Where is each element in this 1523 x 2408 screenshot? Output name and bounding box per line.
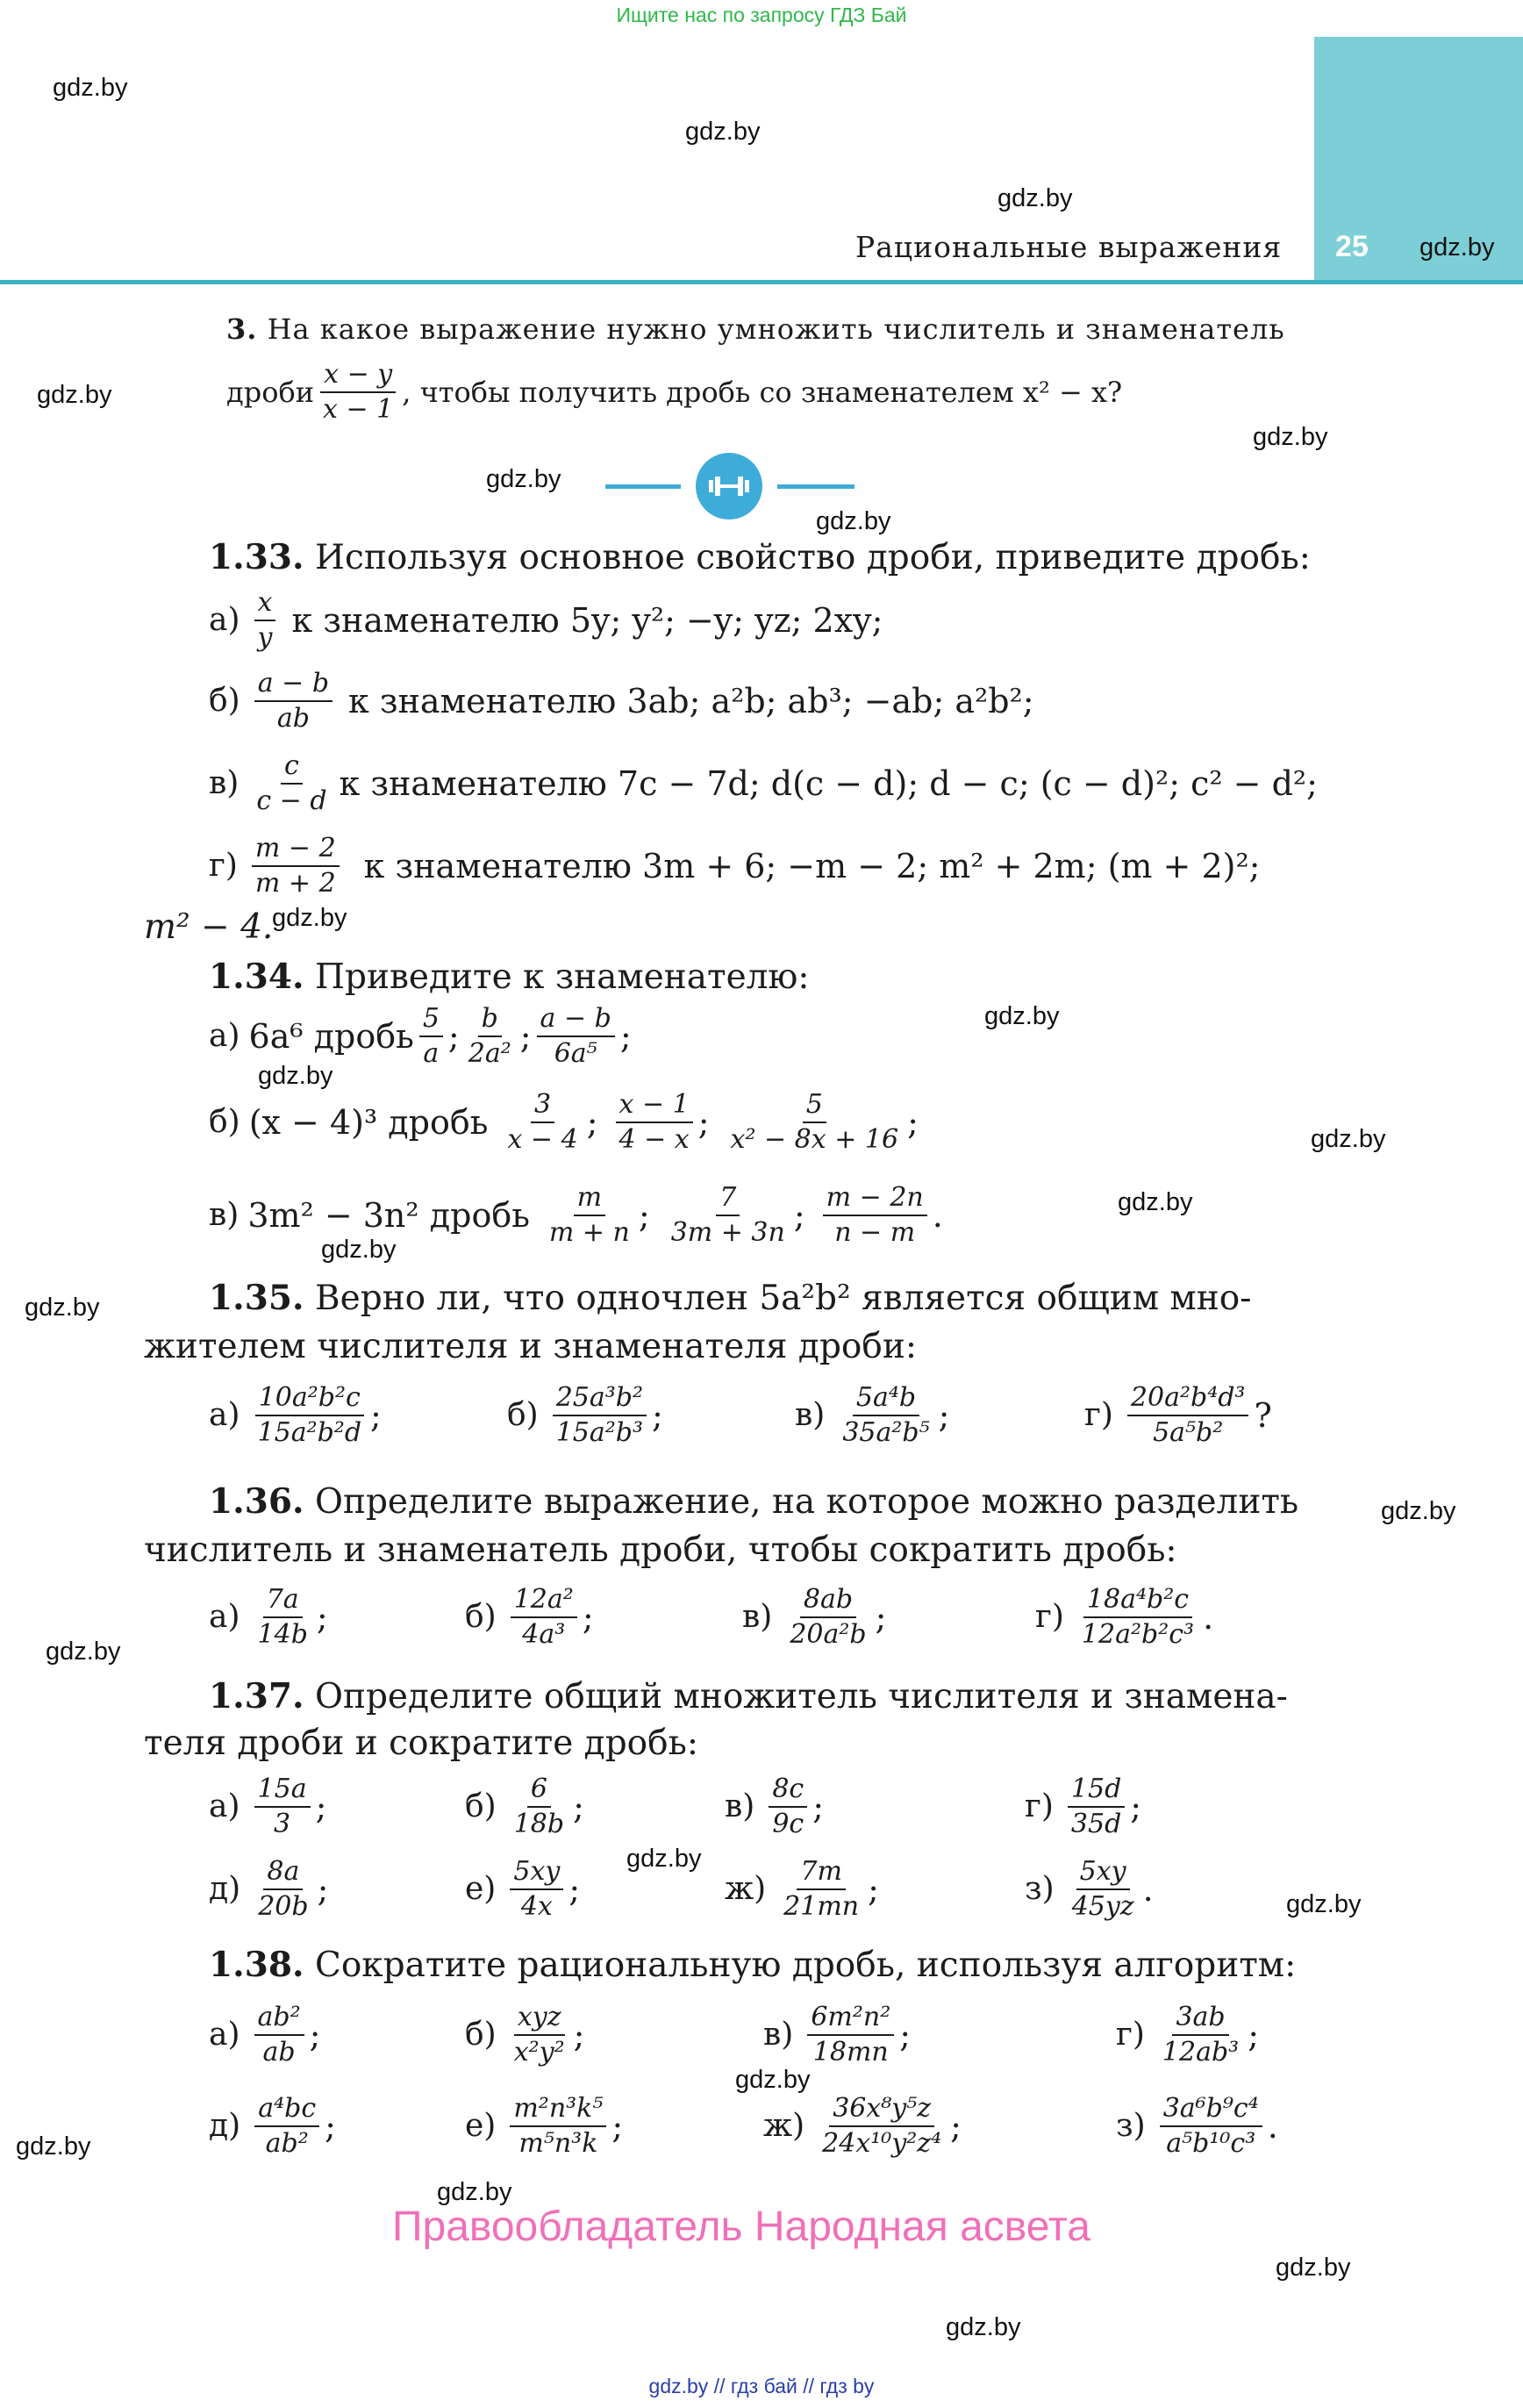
exercise-text: Верно ли, что одночлен 5a²b² является общим мно- xyxy=(314,1279,1252,1318)
exercise-1-33-title xyxy=(209,537,1311,577)
fraction xyxy=(780,1857,862,1921)
item-end: . xyxy=(1142,1869,1154,1909)
fraction xyxy=(254,1774,311,1838)
item-label: б) xyxy=(507,1397,539,1434)
exercise-1-38-f xyxy=(465,2094,623,2158)
exercise-text: Определите выражение, на которое можно разделить xyxy=(314,1482,1299,1522)
frac-den: 18mn xyxy=(812,2036,889,2068)
fraction xyxy=(511,1774,568,1838)
frac-num: a − b xyxy=(537,1004,615,1037)
frac-den: 15a²b²d xyxy=(257,1416,362,1448)
fraction xyxy=(254,1857,311,1921)
frac-num: 8c xyxy=(769,1774,807,1808)
item-label: б) xyxy=(465,1788,497,1825)
watermark: gdz.by xyxy=(626,1845,702,1873)
fraction xyxy=(254,2094,319,2158)
item-label: е) xyxy=(465,1871,497,1908)
item-label: б) xyxy=(209,683,240,720)
frac-num: 20a²b⁴d³ xyxy=(1127,1383,1249,1416)
item-label: е) xyxy=(465,2108,497,2145)
frac-den: 21mn xyxy=(783,1890,860,1922)
exercise-number: 1.38. xyxy=(209,1945,304,1985)
frac-den: 20b xyxy=(258,1890,309,1922)
divider-right xyxy=(777,484,854,489)
exercise-1-36-line1 xyxy=(209,1481,1298,1522)
exercise-1-38-a xyxy=(209,2003,320,2067)
frac-den: 12ab³ xyxy=(1162,2036,1240,2068)
frac-den: 20a²b xyxy=(790,1618,867,1650)
exercise-1-35-line2: жителем числителя и знаменателя дроби: xyxy=(144,1327,918,1366)
frac-den: 35d xyxy=(1070,1808,1122,1839)
item-label: в) xyxy=(209,765,240,802)
frac-den: 35a²b⁵ xyxy=(842,1416,930,1448)
watermark: gdz.by xyxy=(1276,2254,1351,2282)
fraction xyxy=(537,1004,615,1068)
frac-den: 3 xyxy=(274,1808,291,1839)
q3-fraction xyxy=(319,360,397,424)
exercise-1-35-d xyxy=(1084,1383,1272,1447)
frac-num: 5xy xyxy=(1076,1857,1130,1890)
watermark: gdz.by xyxy=(946,2313,1021,2341)
item-label: в) xyxy=(742,1599,773,1636)
item-end: ; xyxy=(938,1395,950,1435)
exercise-number: 1.34. xyxy=(209,957,304,997)
exercise-1-36-line2: числитель и знаменатель дроби, чтобы сократить дробь: xyxy=(144,1530,1177,1570)
item-text: к знаменателю 5y; y²; −y; yz; 2xy; xyxy=(291,600,883,640)
watermark: gdz.by xyxy=(25,1294,100,1322)
item-end: ; xyxy=(1248,2015,1260,2054)
item-end: ; xyxy=(611,2106,624,2146)
item-label: б) xyxy=(465,1599,497,1636)
frac-den: ab xyxy=(262,2036,296,2068)
frac-num: 5 xyxy=(803,1090,826,1123)
exercise-1-36-c xyxy=(742,1585,886,1649)
frac-num: 25a³b² xyxy=(553,1383,647,1416)
fraction xyxy=(819,2094,945,2158)
frac-num: 8ab xyxy=(800,1585,856,1618)
frac-den: 18b xyxy=(513,1808,565,1839)
exercise-1-37-a xyxy=(209,1774,326,1838)
q3-text-a: дроби xyxy=(226,375,315,409)
item-label: в) xyxy=(209,1197,240,1234)
fraction xyxy=(769,1774,807,1838)
item-label: а) xyxy=(209,2017,240,2053)
fraction xyxy=(510,1857,563,1921)
frac-num: x − y xyxy=(320,360,396,393)
copyright-notice: Правообладатель Народная асвета xyxy=(392,2204,1090,2250)
watermark: gdz.by xyxy=(46,1638,121,1666)
frac-num: c xyxy=(281,751,303,785)
fraction xyxy=(553,1383,647,1447)
fraction xyxy=(254,1383,366,1447)
item-label: а) xyxy=(209,1599,240,1636)
fraction xyxy=(546,1183,633,1247)
watermark: gdz.by xyxy=(685,118,761,146)
watermark: gdz.by xyxy=(984,1002,1060,1030)
frac-den: 15a²b³ xyxy=(555,1416,644,1448)
frac-num: 6 xyxy=(527,1774,551,1808)
frac-den: 12a²b²c³ xyxy=(1081,1618,1195,1650)
exercise-1-38-c xyxy=(763,2003,911,2067)
item-end: ; xyxy=(652,1395,663,1435)
exercise-1-33-d-cont: m² − 4. xyxy=(144,907,274,947)
watermark: gdz.by xyxy=(816,507,891,535)
frac-num: a⁴bc xyxy=(254,2094,319,2127)
item-end: ; xyxy=(875,1597,887,1637)
item-text: к знаменателю 3m + 6; −m − 2; m² + 2m; (m + 2)²; xyxy=(363,846,1261,885)
frac-den: y xyxy=(257,621,273,653)
fraction xyxy=(1069,1857,1138,1921)
frac-num: x xyxy=(254,588,276,621)
fraction xyxy=(786,1585,869,1649)
fraction xyxy=(839,1383,933,1447)
fraction xyxy=(823,1183,927,1247)
frac-den: ab² xyxy=(265,2127,309,2159)
section-title: Рациональные выражения xyxy=(855,230,1283,264)
item-end: ; xyxy=(582,1597,594,1637)
item-label: ж) xyxy=(763,2108,805,2145)
exercise-1-33-a xyxy=(209,588,883,652)
item-text: 6a⁶ дробь xyxy=(248,1016,414,1056)
exercise-1-37-h xyxy=(1025,1857,1154,1921)
item-end: . xyxy=(1267,2106,1278,2146)
frac-num: xyz xyxy=(514,2003,565,2036)
item-end: . xyxy=(1203,1597,1214,1637)
fraction xyxy=(1159,2003,1242,2067)
fraction xyxy=(252,834,340,898)
exercise-1-34-a: а) 6a⁶ дробь $\frac{5}{a}$ ; $\frac{b}{\text{2a²}}$ ; $\frac{a - b}{\text{6a⁵}}$ ; xyxy=(209,1003,632,1069)
frac-den: 6a⁵ xyxy=(554,1037,597,1069)
frac-num: ab² xyxy=(254,2003,304,2036)
frac-den: 9c xyxy=(772,1808,804,1839)
exercise-1-36-d xyxy=(1035,1585,1213,1649)
item-label: г) xyxy=(1025,1788,1054,1825)
frac-num: m − 2 xyxy=(252,834,340,867)
frac-num: 8a xyxy=(263,1857,303,1890)
item-label: а) xyxy=(209,1018,240,1055)
fraction xyxy=(254,1585,311,1649)
frac-den: 45yz xyxy=(1071,1890,1134,1922)
item-end: ; xyxy=(573,2015,585,2054)
watermark: gdz.by xyxy=(1118,1188,1193,1216)
fraction xyxy=(511,1585,577,1649)
fraction xyxy=(1160,2094,1262,2158)
exercise-1-38-g xyxy=(763,2094,962,2158)
fraction xyxy=(727,1090,903,1154)
exercise-1-36-b xyxy=(465,1585,594,1649)
exercise-number: 1.37. xyxy=(209,1676,304,1716)
item-label: з) xyxy=(1025,1871,1055,1908)
frac-den: a xyxy=(423,1037,440,1069)
exercise-1-35-b xyxy=(507,1383,663,1447)
frac-num: 3 xyxy=(531,1090,554,1123)
fraction xyxy=(253,751,330,815)
item-end: ; xyxy=(370,1395,382,1435)
frac-num: m xyxy=(574,1183,605,1216)
item-end: ; xyxy=(950,2106,962,2146)
frac-num: 5xy xyxy=(510,1857,563,1890)
frac-den: n − m xyxy=(834,1216,916,1248)
exercise-1-36-a xyxy=(209,1585,328,1649)
frac-den: x − 4 xyxy=(507,1123,578,1155)
exercise-1-37-g xyxy=(725,1857,879,1921)
frac-num: a − b xyxy=(254,669,332,702)
item-label: а) xyxy=(209,1788,240,1825)
watermark: gdz.by xyxy=(16,2132,91,2161)
item-text: к знаменателю 7c − 7d; d(c − d); d − c; (c − d)²; c² − d²; xyxy=(339,763,1318,803)
fraction xyxy=(504,1090,581,1154)
item-label: г) xyxy=(1035,1599,1064,1636)
item-end: ; xyxy=(568,1869,581,1909)
dumbbell-icon xyxy=(696,453,762,520)
item-end: ; xyxy=(812,1787,825,1826)
q3-line1 xyxy=(226,312,1285,346)
exercise-1-37-f xyxy=(465,1857,580,1921)
frac-den: 4 − x xyxy=(618,1123,690,1155)
frac-den: c − d xyxy=(256,785,327,816)
exercise-1-34-title xyxy=(209,957,810,997)
item-label: в) xyxy=(763,2017,794,2053)
frac-den: 2a² xyxy=(468,1037,511,1069)
item-end: ; xyxy=(316,1597,328,1637)
item-end: ; xyxy=(317,1869,329,1909)
watermark: gdz.by xyxy=(53,74,128,102)
frac-den: a⁵b¹⁰c³ xyxy=(1166,2127,1256,2159)
frac-num: 7a xyxy=(263,1585,303,1618)
watermark: gdz.by xyxy=(37,381,112,409)
frac-den: 3m + 3n xyxy=(670,1216,785,1248)
dumbbell-icon-svg xyxy=(707,475,751,498)
exercise-1-34-c: в) 3m² − 3n² дробь $\frac{m}{m + n}$ ; $\frac{7}{3m + 3n}$ ; $\frac{m - 2n}{n - m}$ . xyxy=(209,1182,943,1248)
exercise-number: 1.35. xyxy=(209,1278,304,1318)
exercise-1-37-d xyxy=(1025,1774,1141,1838)
item-text: к знаменателю 3ab; a²b; ab³; −ab; a²b²; xyxy=(348,681,1034,720)
frac-den: 24x¹⁰y²z⁴ xyxy=(822,2127,942,2159)
exercise-1-37-line2: теля дроби и сократите дробь: xyxy=(144,1724,698,1763)
item-end: ; xyxy=(309,2015,321,2054)
exercise-1-38-e xyxy=(209,2094,336,2158)
item-label: б) xyxy=(209,1104,240,1141)
watermark: gdz.by xyxy=(1253,423,1328,451)
item-label: б) xyxy=(465,2017,497,2053)
exercise-1-35-a xyxy=(209,1383,382,1447)
item-end: ; xyxy=(868,1869,879,1909)
fraction xyxy=(1068,1774,1125,1838)
frac-den: x²y² xyxy=(513,2036,565,2068)
item-end: ; xyxy=(1130,1787,1142,1826)
watermark: gdz.by xyxy=(997,184,1073,212)
watermark: gdz.by xyxy=(735,2066,811,2094)
frac-den: m⁵n³k xyxy=(518,2127,598,2159)
exercise-1-38-title xyxy=(209,1945,1296,1985)
frac-den: x − 1 xyxy=(323,393,394,425)
frac-den: m + n xyxy=(548,1216,630,1248)
frac-num: 7 xyxy=(716,1183,740,1216)
exercise-text: Приведите к знаменателю: xyxy=(314,957,810,997)
frac-den: x² − 8x + 16 xyxy=(730,1123,899,1155)
watermark: gdz.by xyxy=(1419,233,1495,262)
header-rule xyxy=(0,280,1523,284)
top-notice: Ищите нас по запросу ГДЗ Бай xyxy=(616,4,907,26)
fraction xyxy=(465,1004,515,1068)
item-label: г) xyxy=(1116,2017,1145,2053)
watermark: gdz.by xyxy=(437,2178,512,2206)
watermark: gdz.by xyxy=(1286,1890,1362,1918)
fraction xyxy=(511,2003,568,2067)
fraction xyxy=(254,588,276,652)
watermark: gdz.by xyxy=(1381,1497,1456,1525)
fraction xyxy=(1078,1585,1198,1649)
item-label: а) xyxy=(209,1397,240,1434)
fraction xyxy=(419,1004,443,1068)
q3-line2 xyxy=(226,360,1122,424)
exercise-text: Используя основное свойство дроби, приведите дробь: xyxy=(314,538,1311,577)
frac-num: 6m²n² xyxy=(807,2003,894,2036)
item-end: ; xyxy=(573,1787,584,1826)
frac-num: 3a⁶b⁹c⁴ xyxy=(1160,2094,1262,2127)
fraction xyxy=(668,1183,789,1247)
frac-den: 5a⁵b² xyxy=(1153,1416,1224,1448)
exercise-number: 1.36. xyxy=(209,1481,304,1522)
frac-num: 15d xyxy=(1068,1774,1125,1808)
watermark: gdz.by xyxy=(258,1062,333,1090)
exercise-1-35-c xyxy=(795,1383,949,1447)
exercise-text: Сократите рациональную дробь, используя алгоритм: xyxy=(314,1946,1297,1985)
watermark: gdz.by xyxy=(321,1236,397,1264)
frac-num: 5a⁴b xyxy=(853,1383,919,1416)
item-end: ; xyxy=(899,2015,912,2054)
item-label: д) xyxy=(209,2108,241,2145)
exercise-1-33-c xyxy=(209,751,1318,815)
exercise-1-38-b xyxy=(465,2003,584,2067)
frac-den: 4x xyxy=(520,1890,553,1922)
exercise-1-38-h xyxy=(1116,2094,1278,2158)
exercise-text: Определите общий множитель числителя и знамена- xyxy=(314,1677,1288,1716)
exercise-1-37-c xyxy=(725,1774,824,1838)
exercise-1-37-line1 xyxy=(209,1676,1288,1716)
frac-num: 36x⁸y⁵z xyxy=(829,2094,934,2127)
exercise-1-34-b: б) (x − 4)³ дробь $\frac{3}{x - 4}$ ; $\frac{x - 1}{4 - x}$ ; $\frac{5}{\text{x² − 8x + 16}}$ ; xyxy=(209,1089,919,1155)
frac-num: b xyxy=(478,1004,502,1037)
item-label: а) xyxy=(209,602,240,639)
frac-num: 15a xyxy=(254,1774,311,1808)
item-label: г) xyxy=(1084,1397,1113,1434)
frac-num: x − 1 xyxy=(616,1090,693,1123)
fraction xyxy=(616,1090,693,1154)
item-text: 3m² − 3n² дробь xyxy=(247,1195,530,1235)
item-end: ? xyxy=(1254,1395,1272,1435)
frac-num: 5 xyxy=(419,1004,443,1037)
item-label: ж) xyxy=(725,1871,767,1908)
frac-den: m + 2 xyxy=(254,867,336,899)
watermark: gdz.by xyxy=(272,904,347,932)
exercise-1-35-line1 xyxy=(209,1278,1251,1318)
q3-number: 3. xyxy=(226,312,258,346)
q3-text-b: , чтобы получить дробь со знаменателем x² − x? xyxy=(402,375,1123,409)
item-label: з) xyxy=(1116,2108,1146,2145)
frac-num: 10a²b²c xyxy=(255,1383,364,1416)
frac-den: 4a³ xyxy=(522,1618,566,1650)
watermark: gdz.by xyxy=(486,465,561,493)
item-label: в) xyxy=(795,1397,826,1434)
fraction xyxy=(807,2003,894,2067)
item-label: д) xyxy=(209,1871,241,1908)
footer-links[interactable]: gdz.by // гдз бай // гдз by xyxy=(648,2375,875,2397)
frac-num: m − 2n xyxy=(823,1183,927,1216)
fraction xyxy=(510,2094,606,2158)
frac-num: 3ab xyxy=(1172,2003,1228,2036)
exercise-1-33-d xyxy=(209,834,1260,898)
item-label: в) xyxy=(725,1788,755,1825)
frac-num: 7m xyxy=(797,1857,846,1890)
item-label: г) xyxy=(209,848,238,885)
exercise-1-33-b xyxy=(209,669,1034,733)
frac-den: 14b xyxy=(257,1618,308,1650)
exercise-number: 1.33. xyxy=(209,537,304,577)
item-text: (x − 4)³ дробь xyxy=(248,1102,489,1142)
frac-den: ab xyxy=(276,702,310,734)
frac-num: 12a² xyxy=(511,1585,577,1618)
frac-num: 18a⁴b²c xyxy=(1083,1585,1192,1618)
divider-left xyxy=(605,484,681,489)
fraction xyxy=(1127,1383,1249,1447)
page-number: 25 xyxy=(1335,230,1369,263)
watermark: gdz.by xyxy=(1311,1125,1386,1153)
exercise-1-38-d xyxy=(1116,2003,1259,2067)
item-end: ; xyxy=(315,1787,327,1826)
frac-num: m²n³k⁵ xyxy=(510,2094,606,2127)
exercise-1-37-e xyxy=(209,1857,328,1921)
item-end: ; xyxy=(325,2106,336,2146)
fraction xyxy=(254,669,332,733)
fraction xyxy=(254,2003,304,2067)
exercise-1-37-b xyxy=(465,1774,584,1838)
q3-text: На какое выражение нужно умножить числитель и знаменатель xyxy=(267,312,1285,346)
